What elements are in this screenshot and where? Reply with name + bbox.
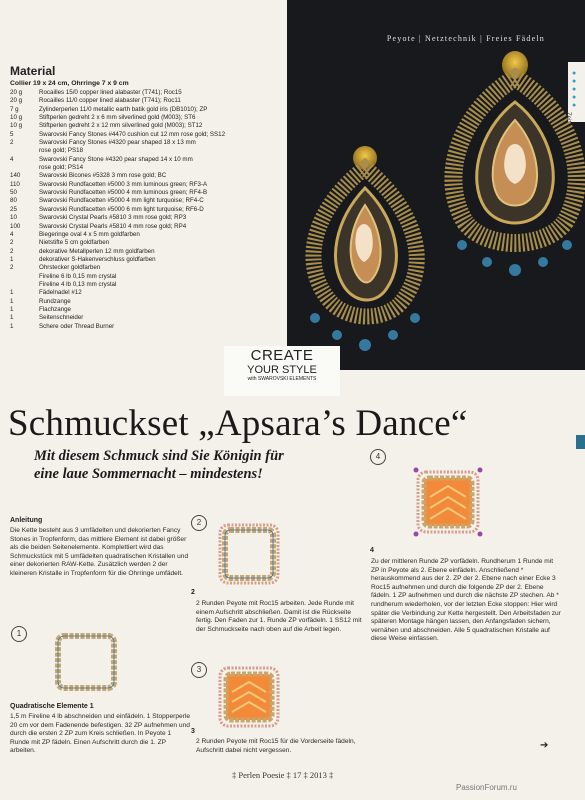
material-quantity: 2 (10, 239, 14, 247)
material-item (10, 139, 282, 147)
material-quantity (10, 164, 39, 172)
material-item (10, 256, 282, 264)
material-quantity: 10 g (10, 114, 23, 122)
step-number-4: 4 (370, 449, 386, 465)
material-item (10, 122, 282, 130)
material-item (10, 214, 282, 222)
material-item (10, 314, 282, 322)
material-quantity: 1 (10, 314, 14, 322)
material-description: Rocailles 11/0 copper lined alabaster (T741); Roc11 (39, 97, 181, 105)
material-item (10, 323, 282, 331)
material-item (10, 223, 282, 231)
material-description: Swarovski Rundfacetten #5000 6 mm light turquoise; RF6-D (39, 205, 204, 213)
step-number-2: 2 (191, 515, 207, 531)
material-description: Swarovski Fancy Stone #4320 pear shaped 14 x 10 mm (39, 155, 193, 163)
material-description: Stiftperlen gedreht 2 x 6 mm silverlined gold (M003); ST6 (39, 114, 196, 122)
create-your-style-badge (224, 346, 340, 396)
material-quantity: 10 (10, 214, 17, 222)
material-item (10, 89, 282, 97)
material-quantity: 7 g (10, 105, 19, 113)
material-quantity: 4 (10, 155, 14, 163)
material-quantity: 1 (10, 297, 14, 305)
material-description: Nietstifte 5 cm goldfarben (39, 239, 110, 247)
material-quantity: 1 (10, 305, 14, 313)
material-description: Swarovski Bicones #5328 3 mm rose gold; BC (39, 172, 167, 180)
step-number-3: 3 (191, 662, 207, 678)
material-description: Schere oder Thread Burner (39, 322, 115, 330)
material-item (10, 131, 282, 139)
material-description: Fireline 6 lb 0,15 mm crystal (39, 272, 117, 280)
difficulty-dots: ● ● ● ● ● (572, 70, 577, 109)
material-quantity: 20 g (10, 89, 23, 96)
earring-illustration (287, 0, 585, 370)
material-quantity: 4 (10, 230, 14, 238)
material-quantity (10, 281, 39, 289)
material-quantity: 110 (10, 180, 20, 188)
material-item (10, 197, 282, 205)
step-3-text: 2 Runden Peyote mit Roc15 für die Vorderseite fädeln, Aufschritt dabei nicht vergessen. (196, 738, 356, 754)
step-4-text: Zu der mittleren Runde ZP vorfädeln. Rundherum 1 Runde mit ZP in Peyote als 2. Ebene einfädeln. Anschließend * herauskommend aus der 2. ZP der 2. Ebene nach einer Ecke 3 Roc15 aufnehmen und durch die folgende ZP der 2. Ebene fädeln. 1 ZP aufnehmen und durch die nächste ZP stechen. Ab * rundherum wiederholen, vor der letzten Ecke stoppen: Hier wird später die Verbindung zur Kette hergestellt. Den Arbeitsfaden zur späteren Montage hängen lassen, den Anfangsfaden sichern, vernähen und abschneiden. Alle 5 quadratischen Kristalle auf diese Weise einfassen. (371, 558, 561, 643)
badge-line-2: YOUR STYLE (247, 364, 317, 376)
material-quantity: 1 (10, 289, 14, 297)
square-elements-text: 1,5 m Fireline 4 lb abschneiden und einfädeln. 1 Stopperperle 20 cm vor dem Fadenende befestigen. 32 ZP aufnehmen und durch die ersten 2 ZP zum Kreis schließen. In Peyote 1 Runde mit ZP fädeln. Einen Aufschritt durch die 1. ZP arbeiten. (10, 713, 190, 755)
material-quantity: 2 (10, 264, 14, 272)
material-item (10, 164, 282, 172)
material-subtitle: Collier 19 x 24 cm, Ohrringe 7 x 9 cm (10, 80, 129, 87)
step-4-diagram (408, 462, 488, 542)
step-3-diagram (214, 662, 284, 732)
anleitung-heading: Anleitung (10, 517, 43, 524)
material-description: Swarovski Fancy Stones #4320 pear shaped 18 x 13 mm (39, 139, 196, 147)
material-item (10, 181, 282, 189)
material-description: Rundzange (39, 297, 71, 305)
material-list (10, 89, 282, 331)
technique-header: Peyote | Netztechnik | Freies Fädeln (386, 34, 545, 43)
material-item (10, 156, 282, 164)
material-description: Swarovski Rundfacetten #5000 4 mm luminous green; RF4-B (39, 189, 208, 197)
material-description: Fädelnadel #12 (39, 289, 82, 297)
material-description: Swarovski Crystal Pearls #5810 4 mm rose gold; RP4 (39, 222, 187, 230)
material-item (10, 106, 282, 114)
material-item (10, 172, 282, 180)
step-2-diagram (215, 520, 283, 588)
lead-line-2: eine laue Sommernacht – mindestens! (34, 466, 263, 482)
material-heading: Material (10, 64, 56, 78)
earrings-photo (287, 0, 585, 370)
material-description: Swarovski Fancy Stones #4470 cushion cut 12 mm rose gold; SS12 (39, 130, 226, 138)
material-item (10, 281, 282, 289)
material-description: Flachzange (39, 305, 71, 313)
watermark: PassionForum.ru (456, 783, 517, 792)
material-quantity (10, 147, 39, 155)
next-page-arrow: ➔ (540, 740, 549, 751)
material-item (10, 264, 282, 272)
material-description: Swarovski Crystal Pearls #5810 3 mm rose gold; RP3 (39, 214, 187, 222)
material-quantity: 140 (10, 172, 21, 180)
material-item (10, 239, 282, 247)
material-item (10, 248, 282, 256)
material-description: dekorative Metallperlen 12 mm goldfarben (39, 247, 155, 255)
material-description: rose gold; PS18 (39, 147, 84, 155)
material-description: Swarovski Rundfacetten #5000 3 mm luminous green; RF3-A (39, 180, 208, 188)
material-item (10, 147, 282, 155)
badge-line-1: CREATE (250, 347, 314, 364)
step-4-label: 4 (370, 547, 374, 554)
material-quantity: 2 (10, 247, 14, 255)
page-footer: ‡ Perlen Poesie ‡ 17 ‡ 2013 ‡ (232, 770, 334, 780)
step-2-text: 2 Runden Peyote mit Roc15 arbeiten. Jede Runde mit einem Aufschritt abschließen. Damit ist die Rückseite fertig. Den Faden zur 1. Runde ZP vorfädeln. 1 SS12 mit der Schmuckseite nach oben auf die Arbeit legen. (196, 600, 362, 633)
badge-line-3: with SWAROVSKI ELEMENTS (247, 376, 317, 382)
time-label: Zeit (565, 112, 571, 123)
material-description: Biegeringe oval 4 x 5 mm goldfarben (39, 230, 140, 238)
article-title: Schmuckset „Apsara’s Dance“ (8, 403, 468, 444)
material-item (10, 114, 282, 122)
material-description: Fireline 4 lb 0,13 mm crystal (39, 280, 117, 288)
material-item (10, 231, 282, 239)
material-item (10, 97, 282, 105)
step-2-label: 2 (191, 589, 195, 596)
material-quantity (10, 273, 39, 281)
material-item (10, 189, 282, 197)
material-quantity: 1 (10, 255, 14, 263)
material-item (10, 298, 282, 306)
material-description: Stiftperlen gedreht 2 x 12 mm silverlined gold (M003); ST12 (39, 122, 203, 130)
lead-line-1: Mit diesem Schmuck sind Sie Königin für (34, 448, 284, 464)
material-description: Ohrstecker goldfarben (39, 264, 101, 272)
page-edge-marker (576, 435, 585, 449)
material-description: Seitenschneider (39, 314, 84, 322)
material-description: Rocailles 15/0 copper lined alabaster (T741); Roc15 (39, 89, 182, 96)
material-quantity: 100 (10, 222, 21, 230)
material-quantity: 80 (10, 197, 17, 205)
material-quantity: 50 (10, 189, 17, 197)
material-description: Zylinderperlen 11/0 metallic earth batik gold iris (DB1010); ZP (39, 105, 208, 113)
step-number-1: 1 (11, 626, 27, 642)
material-quantity: 20 g (10, 97, 23, 105)
step-3-label: 3 (191, 728, 195, 735)
anleitung-text: Die Kette besteht aus 3 umfädelten und dekorierten Fancy Stones in Tropfenform, das mittlere Element ist dabei größer als die beiden Seitenelemente. Komplettiert wird das Schmuckstück mit 5 umfädelten quadratischen Kristallen und einer dekorierten RAW-Kette. Zusätzlich werden 2 der kleineren Kristalle in Tropfenform für die Ohrringe umfädelt. (10, 527, 189, 577)
material-quantity: 10 g (10, 122, 23, 130)
material-item (10, 289, 282, 297)
material-description: rose gold; PS14 (39, 164, 84, 172)
material-item (10, 206, 282, 214)
material-quantity: 25 (10, 205, 17, 213)
material-quantity: 1 (10, 322, 14, 330)
material-quantity: 5 (10, 130, 14, 138)
material-quantity: 2 (10, 139, 14, 147)
square-elements-heading: Quadratische Elemente 1 (10, 703, 94, 710)
step-1-diagram (48, 628, 126, 698)
material-description: dekorativer S-Hakenverschluss goldfarben (39, 255, 156, 263)
material-description: Swarovski Rundfacetten #5000 4 mm light turquoise; RF4-C (39, 197, 204, 205)
material-item (10, 306, 282, 314)
material-item (10, 273, 282, 281)
